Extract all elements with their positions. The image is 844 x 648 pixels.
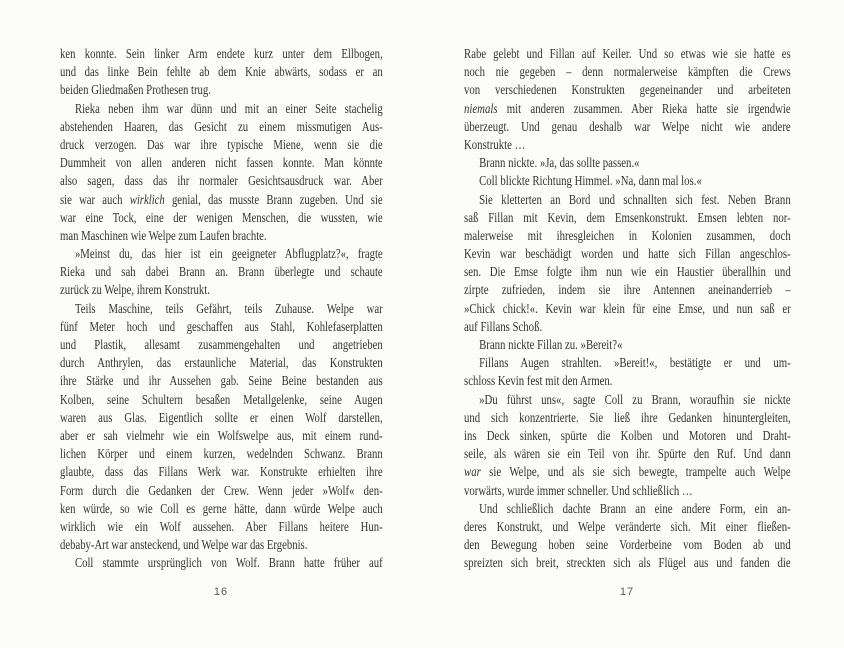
text-line: sie war auch wirklich genial, das musste Brann zugeben. Und sie: [60, 191, 383, 207]
text-line: und sich konzentrierte. Sie ließ ihre Gedanken hinuntergleiten,: [464, 409, 791, 425]
text-line: »Du führst uns«, sagte Coll zu Brann, woraufhin sie nickte: [479, 391, 791, 407]
text-line: abstehenden Haaren, das Gesicht zu einem missmutigen Aus-: [60, 118, 383, 134]
text-line: überzeugt. Und genau deshalb war Welpe nicht wie andere: [464, 118, 791, 134]
text-line: Kevin war beschädigt worden und hatte sich Fillan angeschlos-: [464, 246, 791, 262]
text-line: wirklich wie ein Wolf aussehen. Aber Fillans heitere Hun-: [60, 518, 383, 534]
text-line: Fillans Augen strahlten. »Bereit!«, bestätigte er und um-: [479, 355, 791, 371]
text-line: Dummheit von allen anderen nicht fassen konnte. Man könnte: [60, 155, 383, 171]
text-line: Coll blickte Richtung Himmel. »Na, dann mal los.«: [479, 173, 702, 189]
page-16-text-block: [60, 45, 383, 572]
text-line: fünf Meter hoch und geschaffen aus Stahl, Kohlefaserplatten: [60, 318, 383, 334]
text-line: niemals mit anderen zusammen. Aber Rieka hatte sie irgendwie: [464, 100, 791, 116]
text-line: ken würde, so wie Coll es gerne hätte, dann würde Welpe auch: [60, 500, 383, 516]
text-line: ins Deck sinken, spürte die Kolben und Motoren und Draht-: [464, 427, 791, 443]
text-line: vorwärts, wurde immer schneller. Und schließlich …: [464, 482, 693, 498]
text-line: Brann nickte. »Ja, das sollte passen.«: [479, 155, 640, 171]
text-line: von verschiedenen Konstrukten gegeneinander und arbeiteten: [464, 82, 791, 98]
page-number-left: 16: [213, 586, 229, 598]
text-line: druck verzogen. Das war ihre typische Miene, wenn sie die: [60, 136, 383, 152]
text-line: Brann nickte Fillan zu. »Bereit?«: [479, 337, 623, 352]
text-line: glaubte, dass das Fillans Werk war. Konstrukte erhielten ihre: [60, 464, 383, 480]
text-line: waren aus Glas. Eigentlich sollte er einen Wolf darstellen,: [60, 409, 383, 425]
text-line: aber er sah vielmehr wie ein Wolfswelpe aus, mit einem rund-: [60, 427, 383, 443]
text-line: Form durch die Gedanken der Crew. Wenn jeder »Wolf« den-: [60, 482, 383, 498]
text-line: man Maschinen wie Welpe zum Laufen brachte.: [60, 227, 267, 243]
text-line: Konstrukte …: [464, 136, 526, 152]
page-17-text-block: [464, 45, 791, 572]
text-line: saß Fillan mit Kevin, dem Emsenkonstrukt. Emsen lebten nor-: [464, 209, 791, 225]
text-line: Und schließlich dachte Brann an eine andere Form, ein an-: [479, 500, 791, 516]
text-line: deres Konstrukt, und Welpe veränderte sich. Mit einer fließen-: [464, 518, 791, 534]
text-line: seile, als wären sie ein Teil von ihr. Spürte den Ruf. Und dann: [464, 446, 791, 462]
text-line: war eine Tock, eine der wenigen Menschen, die wussten, wie: [60, 209, 383, 225]
text-line: Rieka neben ihm war dünn und mit an einer Seite stachelig: [74, 100, 383, 116]
text-line: Sie kletterten an Bord und schnallten sich fest. Neben Brann: [479, 191, 791, 207]
text-line: zirpte zufrieden, indem sie ihre Antennen aneinanderrieb –: [464, 282, 791, 298]
text-line: lichen Körper und einem kurzen, wedelnden Schwanz. Brann: [60, 446, 383, 462]
text-line: sen. Die Emse folgte ihm nun wie ein Haustier überallhin und: [464, 264, 791, 280]
text-line: zurück zu Welpe, ihrem Konstrukt.: [60, 282, 210, 298]
text-line: durch Anthrylen, das erstaunliche Material, das Konstrukten: [60, 355, 383, 371]
text-line: noch nie gegeben – denn normalerweise kämpften die Crews: [464, 64, 791, 80]
text-line: den Bewegung hoben seine Vorderbeine vom Boden ab und: [464, 537, 791, 553]
page-number-right: 17: [619, 586, 635, 598]
text-line: »Meinst du, das hier ist ein geeigneter Abflugplatz?«, fragte: [74, 246, 383, 262]
text-line: und das linke Bein fehlte ab dem Knie abwärts, sodass er an: [60, 64, 383, 80]
text-line: schloss Kevin fest mit den Armen.: [464, 373, 613, 389]
text-line: Kolben, seine Schultern besaßen Metallgelenke, seine Augen: [60, 391, 383, 407]
text-line: Coll stammte ursprünglich von Wolf. Brann hatte früher auf: [74, 555, 383, 571]
text-line: ken konnte. Sein linker Arm endete kurz unter dem Ellbogen,: [60, 46, 383, 61]
text-line: Teils Maschine, teils Gefährt, teils Zuhause. Welpe war: [74, 300, 383, 316]
text-line: und Plastik, allesamt zusammengehalten und angetrieben: [60, 337, 383, 352]
text-line: ihre Stärke und ihr Aussehen gab. Seine Beine bestanden aus: [60, 373, 383, 389]
text-line: Rieka und sah dabei Brann an. Brann überlegte und schaute: [60, 264, 383, 280]
text-line: debaby-Art war ansteckend, und Welpe war das Ergebnis.: [60, 537, 308, 553]
text-line: war sie Welpe, und als sie sich bewegte, trampelte auch Welpe: [464, 464, 791, 480]
text-line: auf Fillans Schoß.: [464, 318, 543, 334]
text-line: beiden Gliedmaßen Prothesen trug.: [60, 82, 211, 98]
text-line: »Chick chick!«. Kevin war klein für eine Emse, und nun saß er: [464, 300, 791, 316]
text-line: Rabe gelebt und Fillan auf Keiler. Und so etwas wie sie hatte es: [464, 46, 791, 61]
text-line: also sagen, dass das ihr normaler Gesichtsausdruck war. Aber: [60, 173, 383, 189]
text-line: spreizten sich breit, streckten sich als Flügel aus und fanden die: [464, 555, 791, 571]
text-line: malerweise mit ihresgleichen in Kolonien zusammen, doch: [464, 227, 791, 243]
